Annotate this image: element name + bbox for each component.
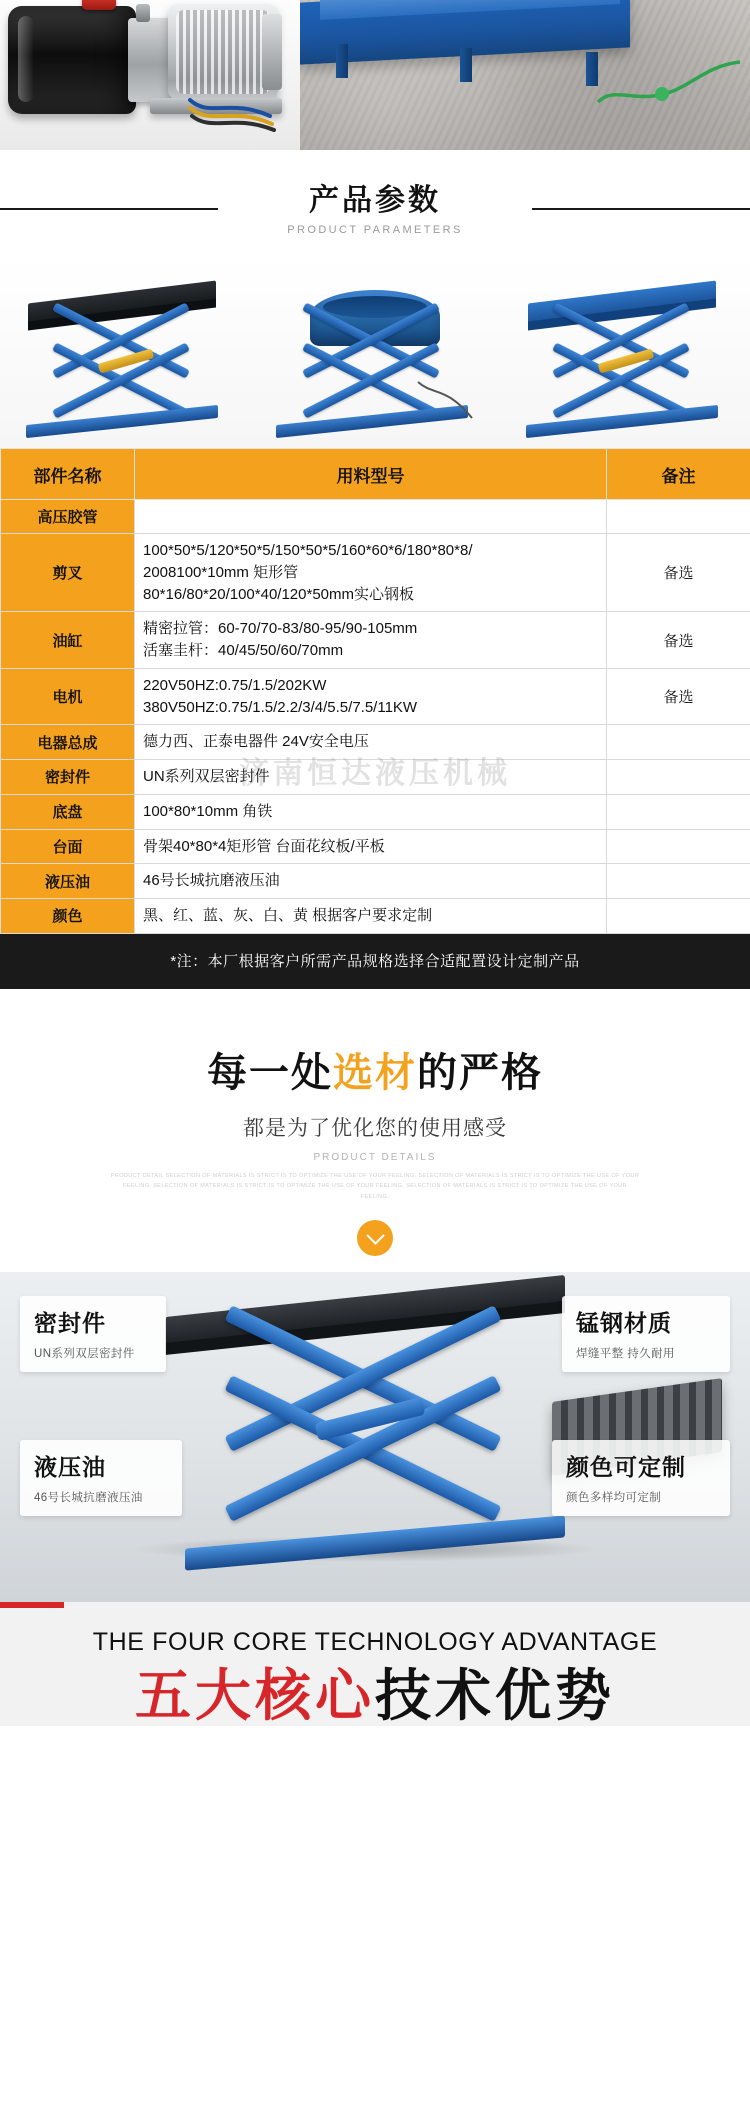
row-value-line: 骨架40*80*4矩形管 台面花纹板/平板	[143, 837, 385, 855]
workshop-platform-photo	[300, 0, 750, 150]
chevron-down-icon	[357, 1220, 393, 1256]
row-value-line: 80*16/80*20/100*40/120*50mm实心钢板	[143, 585, 415, 603]
lift-photo-blue-deck	[500, 258, 750, 448]
valve-knob-icon	[136, 4, 150, 22]
row-note: 备选	[607, 668, 750, 725]
row-name: 电机	[1, 668, 135, 725]
col-header-note: 备注	[607, 449, 750, 500]
feature-title: 锰钢材质	[576, 1310, 672, 1337]
table-row	[1, 668, 750, 725]
feature-title: 密封件	[34, 1310, 106, 1337]
details-en-label: PRODUCT DETAILS	[313, 1151, 437, 1163]
power-cable-icon	[592, 58, 742, 118]
scissor-lift-illustration	[20, 284, 230, 434]
row-name: 台面	[1, 829, 135, 864]
row-name: 高压胶管	[1, 500, 135, 534]
row-value-line: 活塞圭杆：40/45/50/60/70mm	[143, 642, 344, 659]
row-note	[607, 500, 750, 534]
row-name: 油缸	[1, 612, 135, 669]
row-value	[135, 829, 607, 864]
table-row	[1, 899, 750, 934]
row-value-line: 德力西、正泰电器件 24V安全电压	[143, 733, 369, 751]
table-row	[1, 760, 750, 795]
row-value	[135, 612, 607, 669]
row-name: 底盘	[1, 794, 135, 829]
row-value	[135, 794, 607, 829]
table-row	[1, 864, 750, 899]
table-row	[1, 725, 750, 760]
tank-cap-icon	[82, 0, 116, 10]
table-row	[1, 612, 750, 669]
row-value-line: 2008100*10mm 矩形管	[143, 563, 299, 581]
lift-photo-black-deck	[0, 258, 250, 448]
row-value-line: UN系列双层密封件	[143, 768, 270, 785]
lift-photo-row	[0, 258, 750, 448]
row-value	[135, 864, 607, 899]
details-title-accent: 选材	[333, 1050, 417, 1095]
feature-tag-color	[552, 1440, 730, 1516]
product-parameters-header	[0, 150, 750, 258]
row-note	[607, 899, 750, 934]
watermark-text: 济南恒达液压机械	[239, 757, 511, 790]
page-subtitle: PRODUCT PARAMETERS	[287, 224, 463, 236]
scissor-lift-illustration	[520, 284, 730, 434]
details-title-pre: 每一处	[207, 1050, 333, 1095]
row-note: 备选	[607, 534, 750, 612]
row-name: 密封件	[1, 760, 135, 795]
table-row	[1, 829, 750, 864]
row-value	[135, 500, 607, 534]
spec-table	[0, 448, 750, 934]
details-subtitle: 都是为了优化您的使用感受	[243, 1116, 507, 1140]
motor-wires-icon	[186, 96, 276, 132]
page-title: 产品参数	[309, 184, 441, 217]
banner-cn-black: 技术优势	[375, 1664, 615, 1726]
control-cord-icon	[416, 380, 476, 424]
row-value	[135, 760, 607, 795]
row-value-line: 46号长城抗磨液压油	[143, 872, 280, 890]
col-header-name: 部件名称	[1, 449, 135, 500]
row-note	[607, 794, 750, 829]
banner-accent-strip	[0, 1602, 64, 1608]
row-value	[135, 534, 607, 612]
feature-tag-steel	[562, 1296, 730, 1372]
table-footnote: *注：本厂根据客户所需产品规格选择合适配置设计定制产品	[0, 934, 750, 989]
feature-title: 颜色可定制	[566, 1454, 686, 1481]
row-value	[135, 899, 607, 934]
top-photo-band	[0, 0, 750, 150]
row-note	[607, 760, 750, 795]
row-value	[135, 725, 607, 760]
row-note	[607, 829, 750, 864]
row-value	[135, 668, 607, 725]
feature-desc: UN系列双层密封件	[34, 1348, 135, 1361]
col-header-spec: 用料型号	[135, 449, 607, 500]
feature-tag-seal	[20, 1296, 166, 1372]
hydraulic-power-pack-photo	[0, 0, 300, 150]
row-note	[607, 725, 750, 760]
table-row	[1, 794, 750, 829]
platform-leg	[460, 48, 472, 82]
banner-cn-red: 五大核心	[135, 1664, 375, 1726]
oil-tank-shape	[8, 6, 136, 114]
banner-en-title: THE FOUR CORE TECHNOLOGY ADVANTAGE	[92, 1628, 658, 1657]
platform-leg	[336, 44, 348, 78]
row-name: 剪叉	[1, 534, 135, 612]
table-header-row	[1, 449, 750, 500]
feature-tag-oil	[20, 1440, 182, 1516]
details-title	[0, 1041, 750, 1098]
row-value-line: 精密拉管：60-70/70-83/80-95/90-105mm	[143, 620, 418, 638]
row-name: 颜色	[1, 899, 135, 934]
scissor-lift-illustration	[270, 284, 480, 434]
scissor-lift-large-illustration	[165, 1290, 585, 1580]
row-value-line: 380V50HZ:0.75/1.5/2.2/3/4/5.5/7.5/11KW	[143, 698, 418, 716]
row-name: 液压油	[1, 864, 135, 899]
header-rule-right	[532, 208, 750, 210]
row-note: 备选	[607, 612, 750, 669]
feature-photo-block	[0, 1272, 750, 1602]
row-note	[607, 864, 750, 899]
row-value-line: 220V50HZ:0.75/1.5/202KW	[143, 676, 327, 694]
details-title-post: 的严格	[417, 1050, 543, 1095]
banner-cn-title	[0, 1664, 750, 1726]
feature-desc: 颜色多样均可定制	[566, 1492, 662, 1505]
spec-table-wrapper	[0, 448, 750, 989]
row-value-line: 黑、红、蓝、灰、白、黄 根据客户要求定制	[143, 907, 433, 924]
lift-base-frame	[185, 1515, 565, 1570]
product-details-headline	[0, 989, 750, 1256]
details-fine-print: PRODUCT DETAIL SELECTION OF MATERIALS IS STRICT IS TO OPTIMIZE THE USE OF YOUR FEELING. SELECTION OF MATERIALS IS STRICT IS TO OPTIMIZE THE USE OF YOUR FEELING. SELECTION OF MATERIALS IS STRICT IS TO OPTIMIZE THE USE OF YOUR FEELING. SELECTION OF MATERIALS IS STRICT IS TO OPTIMIZE THE USE OF YOUR FEELING.	[110, 1172, 640, 1200]
motor-fins-texture	[176, 10, 270, 94]
motor-cap-shape	[262, 14, 282, 90]
header-rule-left	[0, 208, 218, 210]
lift-photo-drum-type	[250, 258, 500, 448]
feature-title: 液压油	[34, 1454, 106, 1481]
table-row	[1, 534, 750, 612]
bottom-banner	[0, 1602, 750, 1726]
table-row	[1, 500, 750, 534]
row-value-line: 100*80*10mm 角铁	[143, 802, 273, 820]
row-value-line: 100*50*5/120*50*5/150*50*5/160*60*6/180*80*8/	[143, 542, 473, 559]
feature-desc: 46号长城抗磨液压油	[34, 1492, 143, 1505]
feature-desc: 焊缝平整 持久耐用	[576, 1348, 675, 1361]
row-name: 电器总成	[1, 725, 135, 760]
